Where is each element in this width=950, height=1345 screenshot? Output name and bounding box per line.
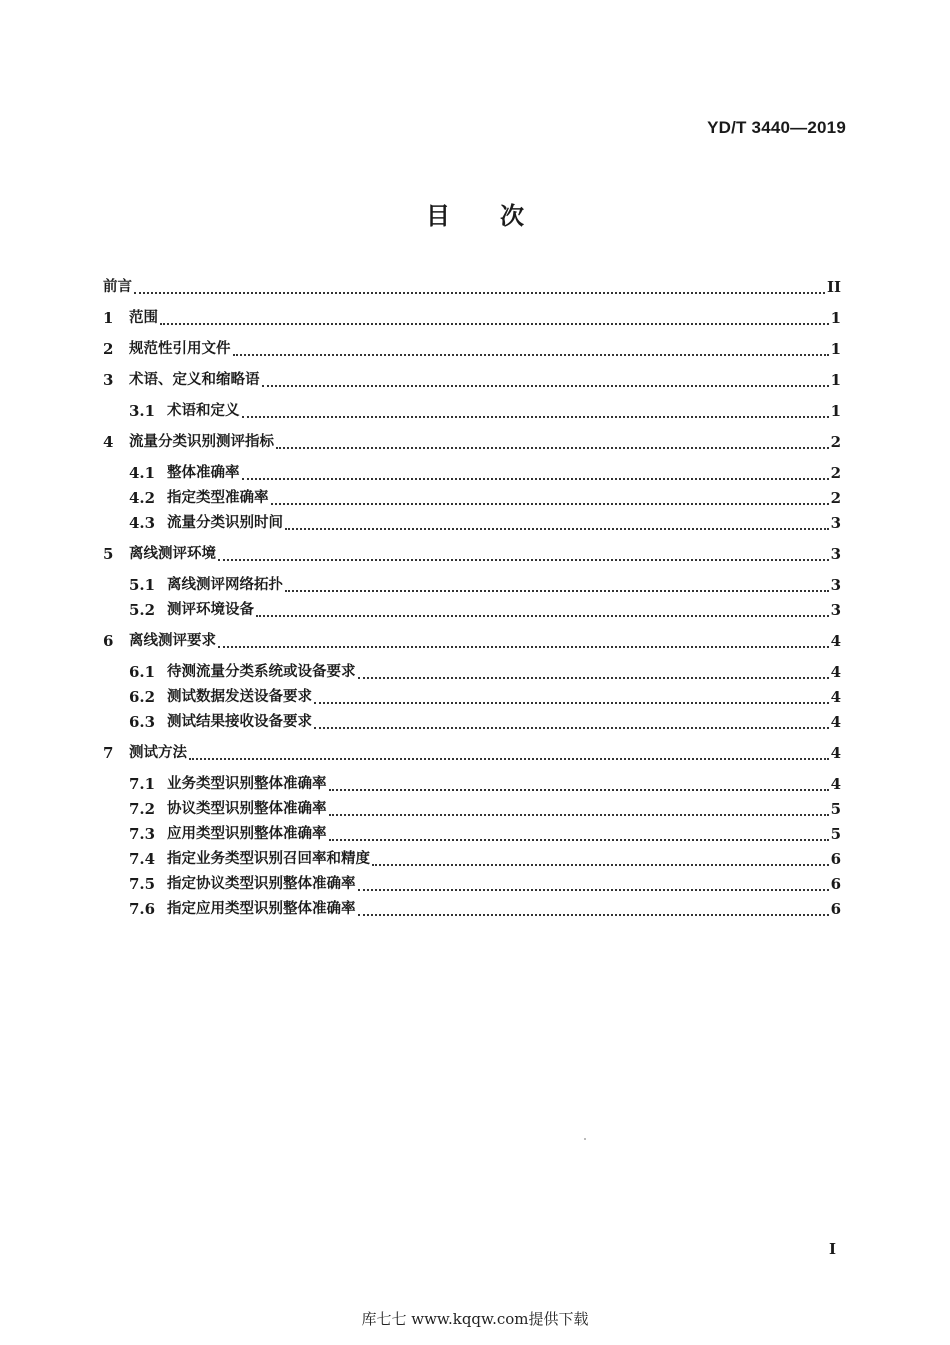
toc-entry-label: 流量分类识别时间 [167,515,283,531]
toc-dot-leader [189,758,829,760]
toc-entry[interactable] [103,628,841,654]
toc-entry-number: 7.5 [129,875,156,893]
toc-entry[interactable] [129,796,841,822]
toc-entry-page: 5 [830,800,841,818]
toc-entry-page: 4 [830,775,841,793]
toc-entry-page: 5 [830,825,841,843]
toc-entry-page: 1 [830,402,841,420]
scan-speck [584,1138,586,1140]
toc-entry-page: 3 [830,576,841,594]
toc-entry-label: 指定业务类型识别召回率和精度 [167,851,370,867]
toc-entry-number: 5.2 [129,601,156,619]
toc-dot-leader [358,889,829,891]
toc-entry[interactable] [129,485,841,511]
toc-entry-page: 2 [830,464,841,482]
toc-entry-label: 待测流量分类系统或设备要求 [167,664,356,680]
toc-entry[interactable] [129,597,841,623]
toc-entry-number: 3 [103,371,114,389]
toc-entry-number: 4.2 [129,489,156,507]
toc-entry-page: 4 [830,713,841,731]
toc-entry-number: 4 [103,433,114,451]
toc-entry-label: 应用类型识别整体准确率 [167,826,327,842]
standard-code: YD/T 3440—2019 [707,118,846,137]
toc-entry[interactable] [129,771,841,797]
toc-entry-page: 4 [830,663,841,681]
toc-entry-label: 测试数据发送设备要求 [167,689,312,705]
toc-entry-number: 2 [103,340,114,358]
toc-entry-page: 1 [830,371,841,389]
toc-entry-label: 协议类型识别整体准确率 [167,801,327,817]
toc-entry[interactable] [103,541,841,567]
toc-entry-page: 1 [830,309,841,327]
toc-dot-leader [314,702,829,704]
toc-entry-label: 整体准确率 [167,465,240,481]
toc-entry-label: 测试结果接收设备要求 [167,714,312,730]
download-footer: 库七七 www.kqqw.com提供下载 [361,1310,589,1328]
toc-dot-leader [372,864,829,866]
toc-dot-leader [256,615,829,617]
toc-entry[interactable] [103,740,841,766]
toc-entry-page: 2 [830,489,841,507]
toc-entry-label: 测评环境设备 [167,602,254,618]
toc-dot-leader [314,727,829,729]
toc-entry-number: 7.4 [129,850,156,868]
toc-entry-page: II [826,278,841,296]
toc-entry-label: 离线测评网络拓扑 [167,577,283,593]
toc-entry[interactable] [129,871,841,897]
toc-entry-label: 业务类型识别整体准确率 [167,776,327,792]
toc-entry-label: 离线测评要求 [129,633,216,649]
toc-entry[interactable] [129,460,841,486]
toc-entry-number: 7.2 [129,800,156,818]
toc-dot-leader [218,559,829,561]
page-title: 目次 [426,202,574,230]
toc-dot-leader [160,323,829,325]
toc-dot-leader [271,503,829,505]
toc-dot-leader [329,789,829,791]
toc-entry[interactable] [129,896,841,922]
toc-entry-number: 4.1 [129,464,156,482]
toc-dot-leader [242,478,829,480]
toc-entry[interactable] [103,274,841,300]
toc-entry-label: 范围 [129,310,158,326]
toc-dot-leader [262,385,829,387]
toc-entry-number: 6.3 [129,713,156,731]
toc-entry-page: 3 [830,545,841,563]
toc-entry[interactable] [103,429,841,455]
toc-dot-leader [285,590,829,592]
toc-entry[interactable] [103,367,841,393]
toc-dot-leader [242,416,829,418]
toc-entry-number: 6 [103,632,114,650]
toc-entry[interactable] [129,659,841,685]
toc-entry-label: 离线测评环境 [129,546,216,562]
toc-entry-label: 测试方法 [129,745,187,761]
toc-entry-page: 4 [830,688,841,706]
toc-entry-page: 3 [830,514,841,532]
toc-entry-page: 2 [830,433,841,451]
page-number: I [828,1240,836,1258]
toc-entry-label: 指定类型准确率 [167,490,269,506]
toc-entry[interactable] [103,305,841,331]
toc-entry[interactable] [103,336,841,362]
toc-entry-number: 7.1 [129,775,156,793]
toc-dot-leader [358,914,829,916]
toc-entry-page: 3 [830,601,841,619]
toc-entry-page: 6 [830,875,841,893]
toc-dot-leader [329,839,829,841]
toc-entry-page: 4 [830,632,841,650]
toc-dot-leader [329,814,829,816]
toc-entry-number: 7 [103,744,114,762]
toc-entry-label: 指定应用类型识别整体准确率 [167,901,356,917]
toc-entry-number: 3.1 [129,402,156,420]
toc-entry[interactable] [129,510,841,536]
toc-entry-number: 7.3 [129,825,156,843]
toc-entry[interactable] [129,709,841,735]
toc-dot-leader [276,447,829,449]
toc-entry-number: 1 [103,309,114,327]
toc-entry-label: 术语和定义 [167,403,240,419]
toc-entry-number: 6.1 [129,663,156,681]
toc-entry[interactable] [129,846,841,872]
toc-entry-label: 术语、定义和缩略语 [129,372,260,388]
toc-entry[interactable] [129,821,841,847]
toc-dot-leader [358,677,829,679]
toc-entry-number: 5.1 [129,576,156,594]
toc-entry-page: 1 [830,340,841,358]
toc-entry-number: 4.3 [129,514,156,532]
toc-dot-leader [134,292,825,294]
toc-entry-label: 前言 [103,279,132,295]
toc-entry-number: 7.6 [129,900,156,918]
toc-dot-leader [218,646,829,648]
toc-entry[interactable] [129,684,841,710]
toc-entry-label: 指定协议类型识别整体准确率 [167,876,356,892]
toc-entry[interactable] [129,398,841,424]
toc-entry-page: 6 [830,900,841,918]
toc-entry[interactable] [129,572,841,598]
toc-entry-number: 5 [103,545,114,563]
toc-dot-leader [233,354,829,356]
toc-entry-page: 6 [830,850,841,868]
toc-entry-label: 规范性引用文件 [129,341,231,357]
toc-entry-label: 流量分类识别测评指标 [129,434,274,450]
toc-entry-number: 6.2 [129,688,156,706]
toc-entry-page: 4 [830,744,841,762]
toc-dot-leader [285,528,829,530]
